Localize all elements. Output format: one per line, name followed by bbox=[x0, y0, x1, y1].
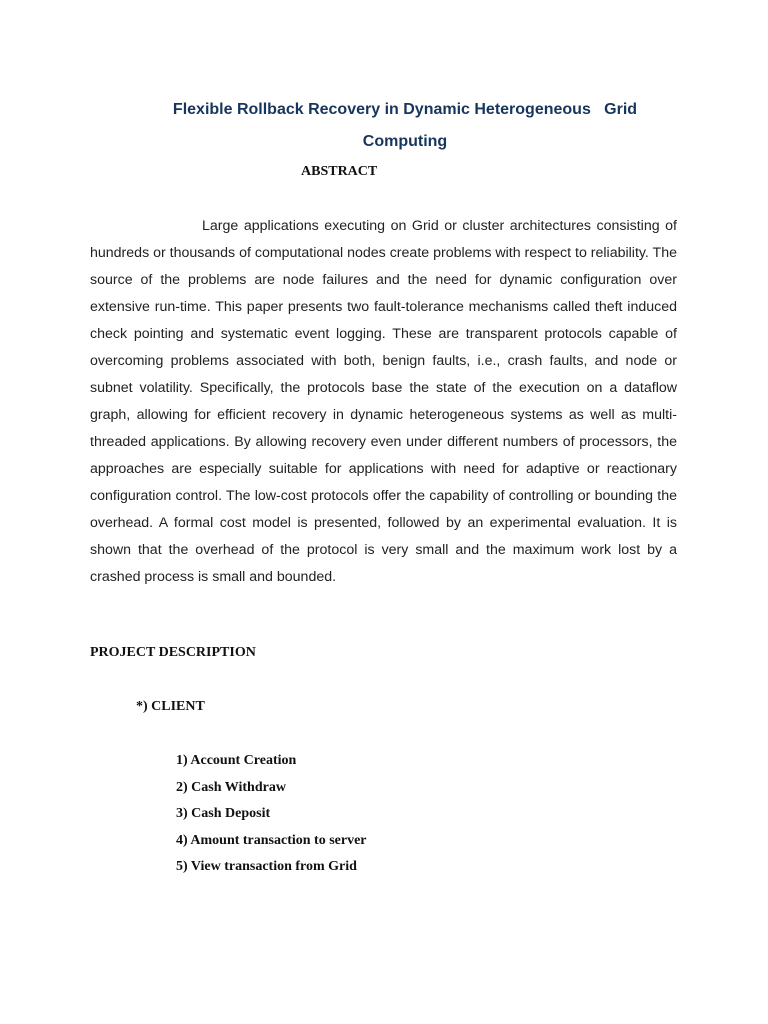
module-item-cash-withdraw: 2) Cash Withdraw bbox=[176, 779, 286, 795]
module-item-view-transaction: 5) View transaction from Grid bbox=[176, 859, 357, 875]
abstract-heading: ABSTRACT bbox=[301, 164, 378, 179]
module-item-account-creation: 1) Account Creation bbox=[176, 753, 297, 768]
client-heading: *) CLIENT bbox=[136, 699, 205, 714]
module-item-amount-transaction: 4) Amount transaction to server bbox=[176, 832, 367, 848]
project-description-heading: PROJECT DESCRIPTION bbox=[90, 645, 256, 660]
abstract-paragraph: Large applications executing on Grid or cluster architectures consisting of hundreds or thousands of computational nodes create problems with respect to reliability. The source of the problems are node failures and the need for dynamic configuration over extensive run-time. This paper presents two fault-tolerance mechanisms called theft induced check pointing and systematic event logging. These are transparent protocols capable of overcoming problems associated with both, benign faults, i.e., crash faults, and node or subnet volatility. Specifically, the protocols base the state of the execution on a dataflow graph, allowing for efficient recovery in dynamic heterogeneous systems as well as multi-threaded applications. By allowing recovery even under different numbers of processors, the approaches are especially suitable for applications with need for adaptive or reactionary configuration control. The low-cost protocols offer the capability of controlling or bounding the overhead. A formal cost model is presented, followed by an experimental evaluation. It is shown that the overhead of the protocol is very small and the maximum work lost by a crashed process is small and bounded. bbox=[90, 218, 678, 585]
document-title-line-2: Computing bbox=[362, 133, 448, 150]
document-title-line-1: Flexible Rollback Recovery in Dynamic Heterogeneous Grid bbox=[172, 101, 638, 118]
client-module-list bbox=[176, 751, 367, 884]
module-item-cash-deposit: 3) Cash Deposit bbox=[176, 806, 271, 822]
